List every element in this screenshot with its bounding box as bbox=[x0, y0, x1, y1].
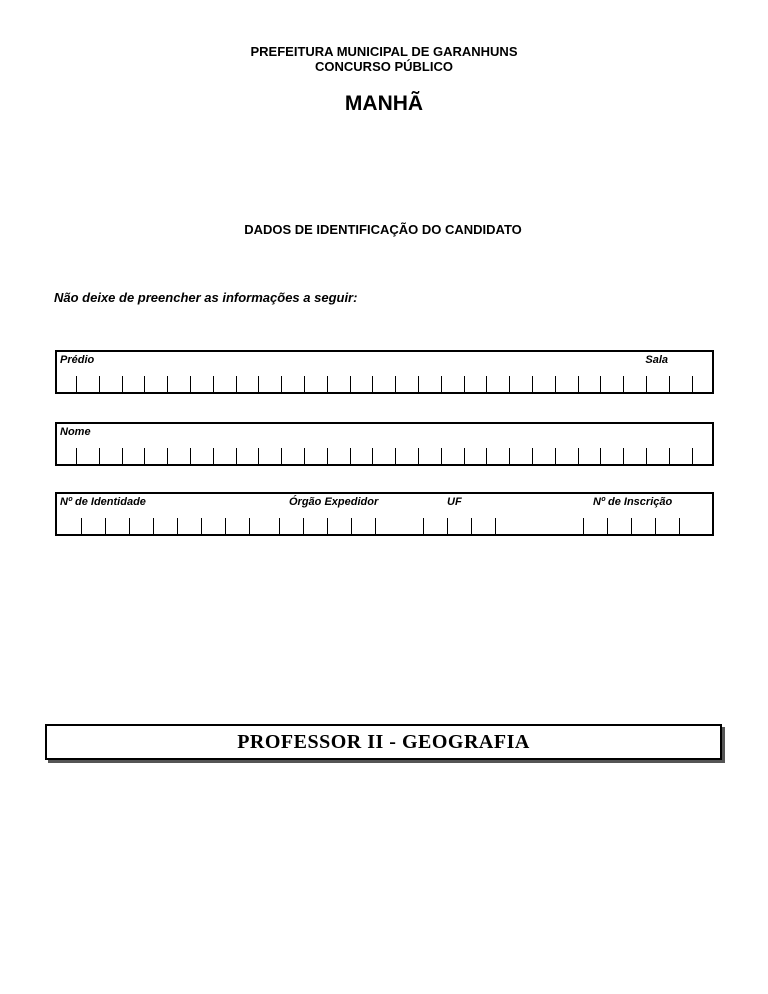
cell-divider bbox=[236, 376, 237, 392]
cell-divider bbox=[509, 376, 510, 392]
cell-divider bbox=[190, 376, 191, 392]
cell-divider bbox=[99, 376, 100, 392]
cell-divider bbox=[122, 376, 123, 392]
cell-divider bbox=[281, 448, 282, 464]
cell-divider bbox=[607, 518, 608, 534]
cell-divider bbox=[372, 448, 373, 464]
identidade-label: Nº de Identidade bbox=[60, 496, 146, 508]
cell-divider bbox=[249, 518, 250, 534]
cell-divider bbox=[122, 448, 123, 464]
cell-divider bbox=[372, 376, 373, 392]
cell-divider bbox=[495, 518, 496, 534]
cell-divider bbox=[153, 518, 154, 534]
cell-divider bbox=[144, 448, 145, 464]
cell-divider bbox=[327, 448, 328, 464]
cell-divider bbox=[679, 518, 680, 534]
cell-divider bbox=[351, 518, 352, 534]
cell-divider bbox=[646, 376, 647, 392]
sala-label: Sala bbox=[645, 354, 668, 366]
cell-divider bbox=[177, 518, 178, 534]
cell-divider bbox=[327, 518, 328, 534]
cell-divider bbox=[304, 376, 305, 392]
cell-divider bbox=[669, 448, 670, 464]
cell-divider bbox=[129, 518, 130, 534]
cell-divider bbox=[395, 448, 396, 464]
cell-divider bbox=[190, 448, 191, 464]
cell-divider bbox=[623, 448, 624, 464]
exam-title: PROFESSOR II - GEOGRAFIA bbox=[237, 730, 530, 753]
cell-divider bbox=[631, 518, 632, 534]
cell-divider bbox=[418, 376, 419, 392]
identidade-box[interactable] bbox=[55, 492, 714, 536]
cell-divider bbox=[279, 518, 280, 534]
exam-title-box bbox=[45, 724, 722, 760]
uf-label: UF bbox=[447, 496, 462, 508]
cell-divider bbox=[201, 518, 202, 534]
cell-divider bbox=[350, 376, 351, 392]
cell-divider bbox=[144, 376, 145, 392]
cell-divider bbox=[600, 448, 601, 464]
cell-divider bbox=[258, 376, 259, 392]
cell-divider bbox=[464, 376, 465, 392]
cell-divider bbox=[486, 376, 487, 392]
cell-divider bbox=[578, 376, 579, 392]
cell-divider bbox=[623, 376, 624, 392]
cell-divider bbox=[692, 448, 693, 464]
header-prefeitura: PREFEITURA MUNICIPAL DE GARANHUNS bbox=[250, 44, 518, 59]
identidade-cells[interactable] bbox=[57, 514, 712, 534]
cell-divider bbox=[655, 518, 656, 534]
cell-divider bbox=[669, 376, 670, 392]
cell-divider bbox=[600, 376, 601, 392]
cell-divider bbox=[281, 376, 282, 392]
cell-divider bbox=[555, 448, 556, 464]
cell-divider bbox=[692, 376, 693, 392]
cell-divider bbox=[395, 376, 396, 392]
cell-divider bbox=[471, 518, 472, 534]
cell-divider bbox=[105, 518, 106, 534]
header-concurso: CONCURSO PÚBLICO bbox=[315, 59, 453, 74]
cell-divider bbox=[583, 518, 584, 534]
cell-divider bbox=[486, 448, 487, 464]
cell-divider bbox=[99, 448, 100, 464]
cell-divider bbox=[532, 448, 533, 464]
cell-divider bbox=[303, 518, 304, 534]
cell-divider bbox=[464, 448, 465, 464]
cell-divider bbox=[167, 376, 168, 392]
orgao-expedidor-label: Órgão Expedidor bbox=[289, 496, 379, 508]
cell-divider bbox=[213, 448, 214, 464]
cell-divider bbox=[327, 376, 328, 392]
cell-divider bbox=[76, 376, 77, 392]
cell-divider bbox=[418, 448, 419, 464]
cell-divider bbox=[509, 448, 510, 464]
cell-divider bbox=[447, 518, 448, 534]
nome-box[interactable] bbox=[55, 422, 714, 466]
cell-divider bbox=[258, 448, 259, 464]
cell-divider bbox=[236, 448, 237, 464]
nome-label: Nome bbox=[60, 426, 91, 438]
predio-sala-cells[interactable] bbox=[57, 372, 712, 392]
shift-title: MANHÃ bbox=[344, 92, 424, 115]
cell-divider bbox=[532, 376, 533, 392]
cell-divider bbox=[213, 376, 214, 392]
cell-divider bbox=[167, 448, 168, 464]
nome-cells[interactable] bbox=[57, 444, 712, 464]
cell-divider bbox=[304, 448, 305, 464]
cell-divider bbox=[646, 448, 647, 464]
cell-divider bbox=[375, 518, 376, 534]
predio-sala-box[interactable] bbox=[55, 350, 714, 394]
cell-divider bbox=[441, 376, 442, 392]
cell-divider bbox=[81, 518, 82, 534]
predio-label: Prédio bbox=[60, 354, 95, 366]
cell-divider bbox=[225, 518, 226, 534]
cell-divider bbox=[423, 518, 424, 534]
instruction-text: Não deixe de preencher as informações a seguir: bbox=[54, 290, 358, 305]
cell-divider bbox=[555, 376, 556, 392]
cell-divider bbox=[578, 448, 579, 464]
cell-divider bbox=[76, 448, 77, 464]
cell-divider bbox=[441, 448, 442, 464]
cell-divider bbox=[350, 448, 351, 464]
section-title: DADOS DE IDENTIFICAÇÃO DO CANDIDATO bbox=[244, 222, 522, 237]
inscricao-label: Nº de Inscrição bbox=[593, 496, 673, 508]
